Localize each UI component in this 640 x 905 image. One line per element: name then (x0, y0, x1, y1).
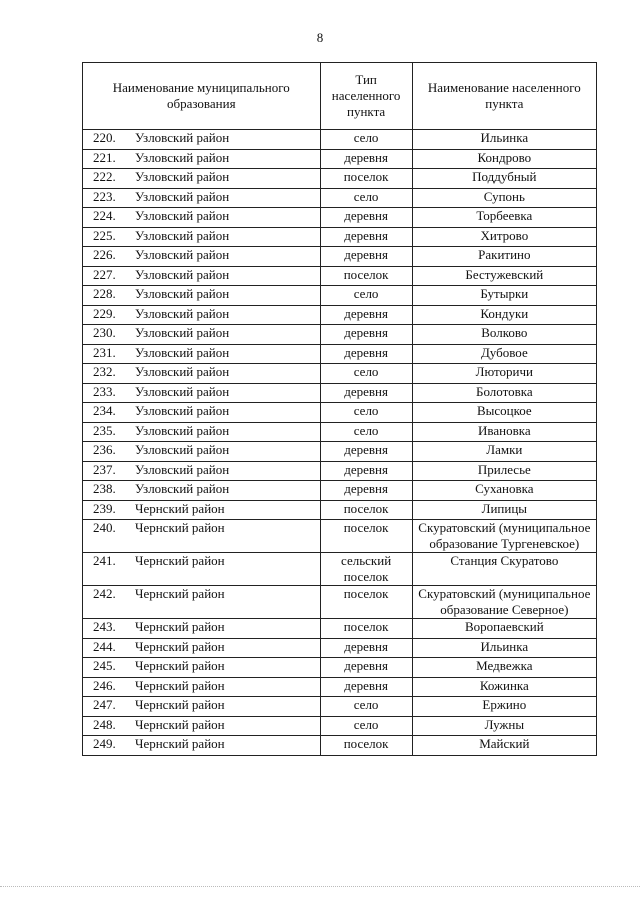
row-number: 245. (93, 658, 116, 673)
municipality-cell (83, 461, 321, 481)
settlement-name-cell: Ильинка (412, 638, 596, 658)
row-number: 224. (93, 208, 116, 223)
settlement-name-cell: Дубовое (412, 344, 596, 364)
municipality-name: Узловский район (135, 266, 230, 282)
settlement-type-cell: поселок (320, 619, 412, 639)
table-row (83, 266, 597, 286)
table-row (83, 500, 597, 520)
row-number: 238. (93, 481, 116, 496)
municipality-name: Чернский район (135, 638, 225, 654)
municipality-cell (83, 481, 321, 501)
settlement-name-cell: Ракитино (412, 247, 596, 267)
settlement-type-cell: село (320, 422, 412, 442)
municipality-name: Чернский район (135, 697, 225, 712)
header-municipality: Наименование муниципального образования (83, 63, 321, 130)
row-number: 249. (93, 736, 116, 751)
page-number: 8 (316, 30, 324, 45)
municipality-cell (83, 586, 321, 619)
settlement-type-cell: поселок (320, 520, 412, 553)
table-row (83, 227, 597, 247)
row-number: 231. (93, 344, 116, 360)
row-number: 235. (93, 422, 116, 438)
table-row (83, 130, 597, 150)
table-row (83, 188, 597, 208)
settlement-type-cell: поселок (320, 736, 412, 756)
municipality-name: Чернский район (135, 553, 225, 568)
settlement-name-cell: Ержино (412, 697, 596, 717)
settlement-type-cell: село (320, 697, 412, 717)
table-row (83, 383, 597, 403)
municipality-name: Чернский район (135, 500, 225, 516)
row-number: 222. (93, 169, 116, 184)
table-row (83, 286, 597, 306)
settlement-type-cell: деревня (320, 383, 412, 403)
row-number: 241. (93, 553, 116, 568)
municipality-name: Узловский район (135, 188, 230, 204)
municipality-name: Чернский район (135, 677, 225, 693)
settlement-type-cell: сельский поселок (320, 553, 412, 586)
municipality-name: Чернский район (135, 658, 225, 673)
settlement-type-cell: поселок (320, 586, 412, 619)
row-number: 243. (93, 619, 116, 634)
settlement-name-cell: Кондуки (412, 305, 596, 325)
row-number: 226. (93, 247, 116, 262)
municipality-cell (83, 383, 321, 403)
municipality-cell (83, 208, 321, 228)
table-row (83, 658, 597, 678)
municipality-name: Узловский район (135, 344, 230, 360)
municipality-cell (83, 305, 321, 325)
settlement-type-cell: деревня (320, 208, 412, 228)
municipality-cell (83, 638, 321, 658)
municipality-name: Узловский район (135, 169, 230, 184)
settlement-type-cell: село (320, 130, 412, 150)
settlement-type-cell: деревня (320, 677, 412, 697)
municipality-cell (83, 500, 321, 520)
municipality-cell (83, 736, 321, 756)
row-number: 247. (93, 697, 116, 712)
settlement-type-cell: поселок (320, 169, 412, 189)
row-number: 244. (93, 638, 116, 654)
municipality-cell (83, 130, 321, 150)
row-number: 233. (93, 383, 116, 399)
settlement-type-cell: деревня (320, 305, 412, 325)
municipality-name: Узловский район (135, 227, 230, 243)
municipality-cell (83, 364, 321, 384)
municipality-name: Узловский район (135, 208, 230, 223)
municipality-name: Узловский район (135, 305, 230, 321)
settlement-name-cell: Липицы (412, 500, 596, 520)
settlement-name-cell: Скуратовский (муниципальное образование Тургеневское) (412, 520, 596, 553)
municipality-name: Узловский район (135, 461, 230, 477)
table-row (83, 553, 597, 586)
settlement-name-cell: Кондрово (412, 149, 596, 169)
row-number: 248. (93, 716, 116, 732)
settlement-name-cell: Хитрово (412, 227, 596, 247)
municipality-cell (83, 169, 321, 189)
municipality-cell (83, 149, 321, 169)
settlement-name-cell: Поддубный (412, 169, 596, 189)
settlement-name-cell: Прилесье (412, 461, 596, 481)
row-number: 227. (93, 266, 116, 282)
settlement-name-cell: Высоцкое (412, 403, 596, 423)
settlement-name-cell: Кожинка (412, 677, 596, 697)
municipality-cell (83, 697, 321, 717)
settlement-type-cell: деревня (320, 461, 412, 481)
row-number: 230. (93, 325, 116, 340)
table-row (83, 716, 597, 736)
row-number: 220. (93, 130, 116, 145)
municipality-cell (83, 619, 321, 639)
settlement-name-cell: Майский (412, 736, 596, 756)
table-row (83, 619, 597, 639)
municipality-cell (83, 188, 321, 208)
row-number: 240. (93, 520, 116, 535)
row-number: 242. (93, 586, 116, 601)
municipality-name: Чернский район (135, 716, 225, 732)
municipality-cell (83, 344, 321, 364)
settlement-name-cell: Воропаевский (412, 619, 596, 639)
municipality-name: Узловский район (135, 286, 230, 301)
settlement-name-cell: Ламки (412, 442, 596, 462)
row-number: 225. (93, 227, 116, 243)
municipality-name: Узловский район (135, 442, 230, 457)
settlement-type-cell: село (320, 716, 412, 736)
row-number: 237. (93, 461, 116, 477)
table-row (83, 586, 597, 619)
header-settlement: Наименование населенного пункта (412, 63, 596, 130)
table-row (83, 247, 597, 267)
settlement-name-cell: Сухановка (412, 481, 596, 501)
table-row (83, 697, 597, 717)
settlement-type-cell: село (320, 188, 412, 208)
settlement-type-cell: поселок (320, 266, 412, 286)
municipality-cell (83, 247, 321, 267)
table-row (83, 149, 597, 169)
municipality-cell (83, 658, 321, 678)
municipality-cell (83, 553, 321, 586)
settlement-type-cell: деревня (320, 442, 412, 462)
settlements-table (82, 62, 597, 756)
settlement-type-cell: село (320, 286, 412, 306)
municipality-name: Узловский район (135, 130, 230, 145)
table-row (83, 638, 597, 658)
settlement-name-cell: Лужны (412, 716, 596, 736)
table-row (83, 520, 597, 553)
settlement-name-cell: Бутырки (412, 286, 596, 306)
table-row (83, 169, 597, 189)
settlement-name-cell: Люторичи (412, 364, 596, 384)
settlement-type-cell: село (320, 403, 412, 423)
settlement-type-cell: поселок (320, 500, 412, 520)
table-row (83, 677, 597, 697)
settlement-type-cell: деревня (320, 344, 412, 364)
municipality-name: Узловский район (135, 383, 230, 399)
table-row (83, 481, 597, 501)
table-row (83, 364, 597, 384)
table-row (83, 305, 597, 325)
settlement-name-cell: Супонь (412, 188, 596, 208)
municipality-name: Узловский район (135, 481, 230, 496)
table-row (83, 403, 597, 423)
table-row (83, 325, 597, 345)
municipality-cell (83, 266, 321, 286)
settlement-type-cell: деревня (320, 247, 412, 267)
table-row (83, 442, 597, 462)
settlement-type-cell: деревня (320, 658, 412, 678)
settlement-name-cell: Торбеевка (412, 208, 596, 228)
table-header-row (83, 63, 597, 130)
municipality-name: Узловский район (135, 403, 230, 418)
table-row (83, 344, 597, 364)
row-number: 221. (93, 149, 116, 165)
settlement-name-cell: Скуратовский (муниципальное образование Северное) (412, 586, 596, 619)
municipality-cell (83, 716, 321, 736)
table-row (83, 422, 597, 442)
settlement-type-cell: деревня (320, 227, 412, 247)
settlement-name-cell: Медвежка (412, 658, 596, 678)
settlement-name-cell: Станция Скуратово (412, 553, 596, 586)
municipality-cell (83, 422, 321, 442)
settlement-type-cell: деревня (320, 481, 412, 501)
settlement-type-cell: деревня (320, 638, 412, 658)
municipality-name: Узловский район (135, 325, 230, 340)
municipality-name: Узловский район (135, 149, 230, 165)
settlement-type-cell: деревня (320, 149, 412, 169)
settlement-name-cell: Бестужевский (412, 266, 596, 286)
municipality-name: Узловский район (135, 364, 230, 379)
municipality-name: Узловский район (135, 422, 230, 438)
settlement-name-cell: Болотовка (412, 383, 596, 403)
table-row (83, 461, 597, 481)
scan-artifact-line (0, 886, 640, 889)
municipality-cell (83, 520, 321, 553)
row-number: 239. (93, 500, 116, 516)
settlement-name-cell: Ивановка (412, 422, 596, 442)
row-number: 232. (93, 364, 116, 379)
header-type: Тип населенного пункта (320, 63, 412, 130)
settlement-type-cell: деревня (320, 325, 412, 345)
row-number: 246. (93, 677, 116, 693)
table-row (83, 736, 597, 756)
municipality-cell (83, 442, 321, 462)
municipality-cell (83, 227, 321, 247)
row-number: 229. (93, 305, 116, 321)
municipality-cell (83, 325, 321, 345)
settlement-name-cell: Ильинка (412, 130, 596, 150)
municipality-name: Чернский район (135, 736, 225, 751)
row-number: 223. (93, 188, 116, 204)
row-number: 234. (93, 403, 116, 418)
table-row (83, 208, 597, 228)
municipality-cell (83, 677, 321, 697)
municipality-name: Чернский район (135, 619, 225, 634)
municipality-cell (83, 403, 321, 423)
municipality-name: Чернский район (135, 586, 225, 601)
row-number: 236. (93, 442, 116, 457)
settlement-name-cell: Волково (412, 325, 596, 345)
settlement-type-cell: село (320, 364, 412, 384)
municipality-cell (83, 286, 321, 306)
municipality-name: Чернский район (135, 520, 225, 535)
row-number: 228. (93, 286, 116, 301)
municipality-name: Узловский район (135, 247, 230, 262)
table-body (83, 130, 597, 756)
